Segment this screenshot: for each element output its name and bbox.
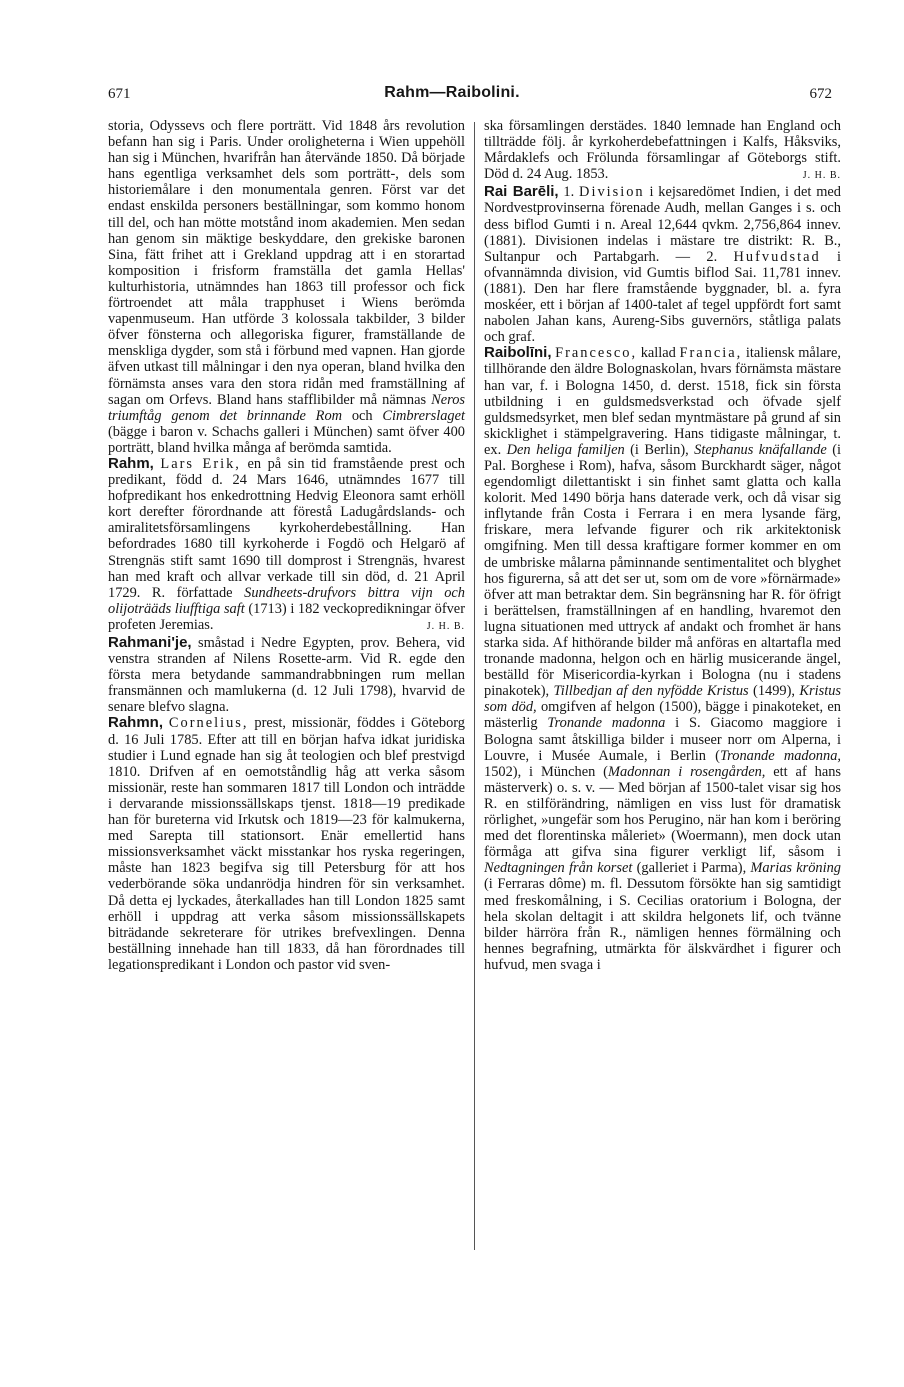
paragraph-text: (1713) i 182 veckopredikningar öfver profeten Jeremias. (108, 600, 465, 633)
paragraph-text: (1499), (753, 683, 795, 700)
author-signature: J. H. B. (802, 170, 841, 182)
left-column (108, 118, 465, 973)
paragraph-text: (galleriet i Parma), (636, 860, 747, 877)
artwork-title: Tronande madonna, (719, 747, 841, 764)
paragraph-text: ett af hans mästerverk) o. s. v. — Med början af 1500-talet visar sig hos R. en stilförändring, nämligen en viss lust för dramatisk rörlighet, »ungefär som hos Perugino, när han kom i beröring med det florentinska måleriet» (Woermann), men dock utan förmåga att gifva sina figurer verkligt lif, såsom i (484, 763, 841, 861)
paragraph-text: kallad (640, 345, 676, 362)
artwork-title: Nedtagningen från korset (484, 860, 633, 877)
entry-headword: Rahmn, (108, 714, 164, 732)
artwork-title: Marias kröning (750, 860, 841, 877)
artwork-title: Madonnan i rosengården, (607, 763, 766, 780)
entry-forename: Francesco, (555, 345, 638, 362)
paragraph-text: (i Berlin), (630, 441, 689, 458)
entry-alias: Francia, (679, 345, 743, 362)
entry-rahmn (108, 715, 465, 973)
paragraph-text: (bägge i baron v. Schachs galleri i München) samt öfver 400 porträtt, bland hvilka många af berömda samtida. (108, 423, 465, 456)
artwork-title: Tillbedjan af den nyfödde Kristus (553, 683, 749, 700)
paragraph-text: (i Pal. Borghese i Rom), hafva, såsom Burckhardt säger, något egendomligt dilettantiskt i sin finhet samt glatta och kalla kolorit. Med 1490 börja hans daterade verk, och då visar sig inflytande från Costa i Ferrara i en mera lysande färg, friskare, mera lefvande figurer och rik arkitektonisk omgifning. Men till dessa kraftigare former kommer en om de umbriske målarna påminnande sentimentalitet och blyghet hos figurerna, så att det ser ut, som om de vore »förnärmade» öfver att man betraktar dem. Sin begränsning har R. för öfrigt i berättelsen, framställningen af en handling, hvaremot den lugna situationen med uttryck af andakt och fromhet är hans starka sida. Af hithörande bilder må anföras en altartafla med tronande madonna, helgon och en härlig musicerande ängel, beställd för Misericordia-kyrkan i Bologna (nu i stadens pinakotek), (484, 441, 841, 700)
paragraph-text: i ofvannämnda division, vid Gumtis biflod Sai. 11,781 innev. (1881). Den har flere framstående byggnader, bl. a. fyra moskéer, ett i början af 1400-talet af tegel uppfördt fort samt nabolen Jahan kans, Aureng-Sibs guvernörs, ståtliga palats och graf. (484, 248, 841, 346)
paragraph-text: storia, Odyssevs och flere porträtt. Vid 1848 års revolution befann han sig i Paris. Under oroligheterna i Wien uppehöll han sig i München, hvarifrån han återvände 1850. Då började hans egentliga verksamhet dels som porträtt-, dels som historiemålare i den monumentala genren. Först var det endast enskilda personers beställningar, som kommo honom till del, och han mötte motstånd inom akademien. Men sedan han genom sin mäktige beskyddare, den grekiske baronen Sina, fätt frihet att i Grekland uppdrag att i en storartad komposition i frisform framställa det gamla Hellas' kulturhistoria, utnämndes han 1863 till professor och fick förtroendet att måla trapphuset i Wiens berömda vapenmuseum. Han utförde 3 kolossala takbilder, 3 bilder öfver fönsterna och allegoriska figurer, framställande de menskliga dygder, som stå i förbund med vapnen. Han gjorde äfven utkast till målningar i den nya operan, bland hvilka den förnämsta anses vara den stora ridån med framställning af sagan om Orfevs. Bland hans stafflibilder må nämnas (108, 118, 465, 408)
column-divider (474, 122, 475, 1250)
entry-rahm (108, 456, 465, 633)
author-signature: J. H. B. (426, 620, 465, 632)
running-head: Rahm—Raibolini. (384, 84, 520, 101)
entry-rahmanije (108, 635, 465, 715)
artwork-title: Kristus som död, (484, 683, 841, 716)
page-number-right: 672 (809, 86, 832, 102)
artwork-title: Tronande madonna (547, 715, 666, 732)
entry-headword: Rai Barēli, (484, 183, 559, 201)
spaced-term: Division (579, 184, 645, 201)
entry-rahmn-continued (484, 118, 841, 182)
artwork-title: Den heliga familjen (506, 441, 625, 458)
entry-rai-bareli (484, 184, 841, 345)
paragraph-text: (i Ferraras dôme) m. fl. Dessutom försökte han sig samtidigt med freskomålning, i S. Cecilias oratorium i Bologna, der hela skolan deltagit i att skildra helgonets lif, och tvänne bilder härröra från R., nämligen hennes förmälning och hennes begrafning, utmärkta för älskvärdhet i figurer och hufvud, men svaga i (484, 876, 841, 973)
entry-headword: Rahm, (108, 454, 154, 472)
paragraph-text: i kejsaredömet Indien, i det med Nordvestprovinserna förenade Audh, mellan Ganges i s. och dess biflod Gumti i n. Areal 12,644 qvkm. 2,756,864 innev. (1881). Divisionen indelas i mästare tre distrikt: R. B., Sultanpur och Partabgarh. — 2. (484, 184, 841, 265)
paragraph-text: ska församlingen derstädes. 1840 lemnade han England och tillträdde följ. år kyrkoherdebefattningen i Kalfs, Håksviks, Mårdaklefs och Frölunda församlingar af Göteborgs stift. Död d. 24 Aug. 1853. (484, 118, 841, 183)
work-title: Sundheets-drufvors bittra vijn och olijoträäds liufftiga saft (108, 584, 465, 617)
entry-forename: Lars Erik, (160, 455, 241, 472)
entry-headword: Rahmani'je, (108, 634, 192, 651)
paragraph-text: omgifven af helgon (1500), bägge i pinakoteket, en mästerlig (484, 699, 841, 732)
paragraph-text: 1. (563, 184, 575, 201)
paragraph-text: italiensk målare, tillhörande den äldre Bolognaskolan, hvars förnämsta mästare han var, f. i Bologna 1450, d. derst. 1518, fick sin första utbildning i en guldsmedsverkstad och öfvade sjelf guldsmedsyrket, men blef sedan myntmästare på grund af sin skicklighet i stämpelgravering. Hans tidigaste målningar, t. ex. (484, 345, 841, 458)
paragraph-text: och (351, 407, 373, 424)
entry-raibolini (484, 345, 841, 973)
paragraph-text: i S. Giacomo maggiore i Bologna samt åtskilliga bilder i museer norr om Alperna, i Louvre, i Musée Aumale, i Berlin ( (484, 715, 841, 764)
paragraph-text: en på sin tid framstående prest och predikant, född d. 24 Mars 1646, utnämndes 1677 till hofpredikant hos enkedrottning Hedvig Eleonora samt erhöll kort derefter förordnande att förestå Ladugårdslands- och amiralitetsförsamlingens kyrkoherdebestållning. Han befordrades 1680 till kyrkoherde i Fogdö och Helgarö af Strengnäs stift samt 1690 till domprost i Strengnäs, hvarest han med kraft och allvar verkade till sin död, d. 21 April 1729. R. författade (108, 455, 465, 601)
paragraph-text: prest, missionär, föddes i Göteborg d. 16 Juli 1785. Efter att till en början hafva idkat juridiska studier i Lund egnade han sig åt teologien och blef prestvigd 1810. Drifven af en oemotståndlig håg att verka såsom missionär, reste han sommaren 1817 till London och inträdde i dervarande missionssällskaps tjenst. 1818—19 predikade han för bureterna vid Irkutsk och 1819—23 för kalmukerna, med Sarepta till stationsort. Enär emellertid hans missionsverksamhet väckt misstankar hos ryska regeringen, måste han 1823 begifva sig till Petersburg för att hos vederbörande söka undanrödja hindren för sin verksamhet. Då detta ej lyckades, återkallades han till London 1825 samt erhöll i uppdrag att verka såsom missionssällskapets biträdande sekreterare för utrikes brefvexlingen. Denna beställning innehade han till 1833, då han förordnades till legationspredikant i London och pastor vid sven- (108, 715, 465, 973)
spaced-term: Hufvudstad (733, 248, 821, 265)
entry-continuation (108, 118, 465, 456)
artwork-title: Stephanus knäfallande (694, 441, 827, 458)
artwork-title: Neros triumftåg genom det brinnande Rom (108, 391, 465, 424)
paragraph-text: 1502), i München ( (484, 763, 608, 780)
entry-headword: Raibolīni, (484, 344, 552, 362)
entry-forename: Cornelius, (168, 715, 249, 732)
right-column (484, 118, 841, 973)
artwork-title: Cimbrerslaget (382, 407, 465, 424)
page-number-left: 671 (108, 86, 131, 102)
paragraph-text: småstad i Nedre Egypten, prov. Behera, vid venstra stranden af Nilens Rosette-arm. Vid R. egde den första mera betydande sammandrabbningen rum mellan fransmännen och mamlukerna (d. 12 Juli 1798), hvarvid de senare blefvo slagna. (108, 635, 465, 716)
